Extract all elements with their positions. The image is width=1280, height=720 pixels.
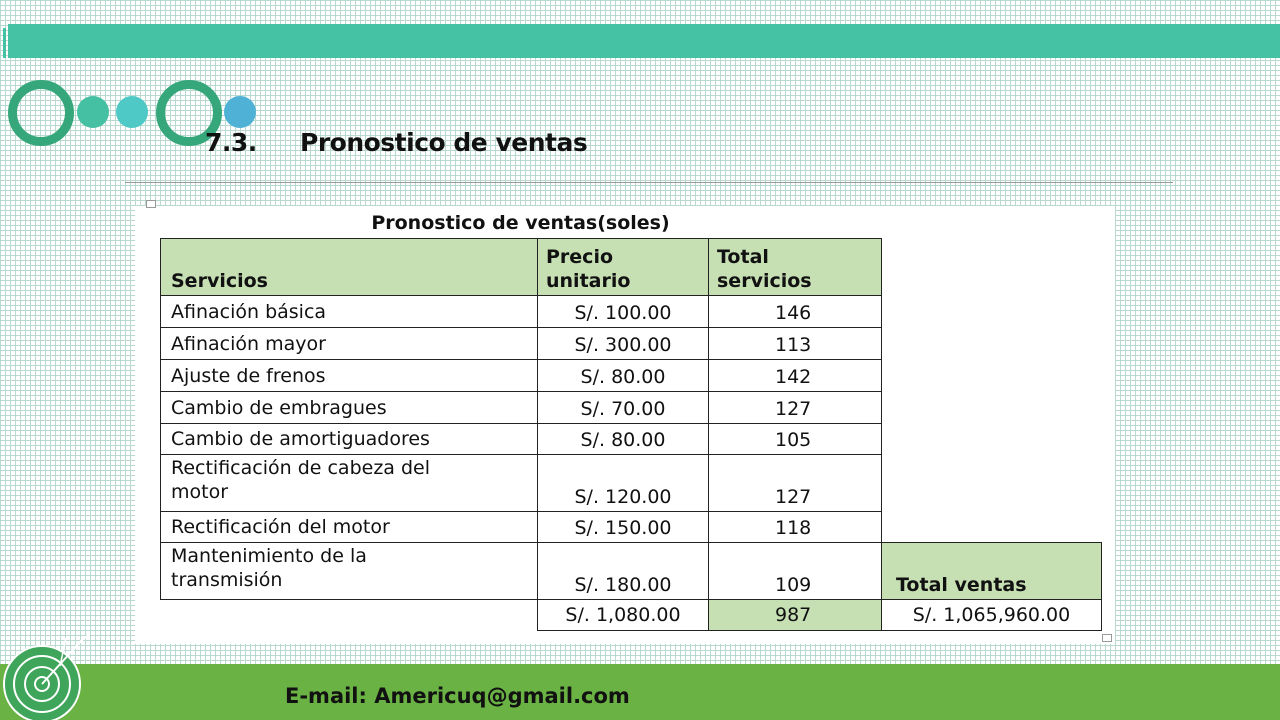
table-totals-row [161, 600, 1102, 631]
empty-cell [882, 424, 1102, 455]
empty-cell [882, 360, 1102, 392]
service-count: 146 [709, 296, 882, 328]
resize-handle-top-left[interactable] [146, 200, 156, 208]
sales-forecast-table [160, 238, 1102, 631]
table-row [161, 296, 1102, 328]
service-count: 105 [709, 424, 882, 455]
header-unit-price-line1: Precio [546, 246, 614, 268]
service-count: 127 [709, 455, 882, 512]
total-sales-value: S/. 1,065,960.00 [882, 600, 1102, 631]
section-title: Pronostico de ventas [300, 128, 588, 157]
unit-price: S/. 150.00 [538, 512, 709, 543]
unit-price: S/. 80.00 [538, 424, 709, 455]
header-unit-price-line2: unitario [546, 270, 631, 292]
service-name: Rectificación del motor [161, 512, 538, 543]
service-count: 118 [709, 512, 882, 543]
decor-dot-icon [224, 96, 256, 128]
service-name-line2: motor [171, 481, 229, 503]
empty-cell [161, 600, 538, 631]
empty-cell [882, 328, 1102, 360]
target-logo-icon [0, 622, 90, 720]
service-count: 127 [709, 392, 882, 424]
decor-dot-icon [116, 96, 148, 128]
total-sales-label: Total ventas [882, 543, 1102, 600]
service-count-sum: 987 [709, 600, 882, 631]
service-name: Afinación básica [161, 296, 538, 328]
decor-dot-icon [77, 96, 109, 128]
empty-cell [882, 296, 1102, 328]
service-name-line1: Mantenimiento de la [171, 545, 367, 567]
table-header-row [161, 239, 1102, 296]
top-banner-tick [3, 28, 6, 58]
table-title: Pronostico de ventas(soles) [371, 212, 670, 234]
table-row [161, 512, 1102, 543]
section-number: 7.3. [205, 128, 257, 157]
unit-price: S/. 300.00 [538, 328, 709, 360]
contact-email: E-mail: Americuq@gmail.com [285, 684, 630, 708]
header-total-line2: servicios [717, 270, 812, 292]
header-total-services [709, 239, 882, 296]
title-divider [125, 182, 1173, 183]
service-name: Afinación mayor [161, 328, 538, 360]
resize-handle-bottom-right[interactable] [1102, 634, 1112, 642]
unit-price: S/. 70.00 [538, 392, 709, 424]
table-row [161, 543, 1102, 600]
unit-price: S/. 100.00 [538, 296, 709, 328]
service-name: Ajuste de frenos [161, 360, 538, 392]
empty-cell [882, 392, 1102, 424]
service-name: Cambio de embragues [161, 392, 538, 424]
table-row [161, 455, 1102, 512]
service-name-line2: transmisión [171, 569, 283, 591]
header-total-line1: Total [717, 246, 769, 268]
top-banner [8, 24, 1280, 58]
empty-cell [882, 239, 1102, 296]
empty-cell [882, 455, 1102, 512]
table-row [161, 424, 1102, 455]
service-count: 109 [709, 543, 882, 600]
unit-price: S/. 80.00 [538, 360, 709, 392]
empty-cell [882, 512, 1102, 543]
slide-title [205, 128, 587, 157]
service-name: Cambio de amortiguadores [161, 424, 538, 455]
table-row [161, 328, 1102, 360]
table-row [161, 392, 1102, 424]
header-unit-price [538, 239, 709, 296]
unit-price-sum: S/. 1,080.00 [538, 600, 709, 631]
service-name [161, 455, 538, 512]
unit-price: S/. 120.00 [538, 455, 709, 512]
footer-banner [0, 664, 1280, 720]
service-count: 142 [709, 360, 882, 392]
service-name-line1: Rectificación de cabeza del [171, 457, 431, 479]
header-services: Servicios [161, 239, 538, 296]
service-name [161, 543, 538, 600]
unit-price: S/. 180.00 [538, 543, 709, 600]
decor-ring-icon [8, 80, 74, 146]
table-row [161, 360, 1102, 392]
service-count: 113 [709, 328, 882, 360]
